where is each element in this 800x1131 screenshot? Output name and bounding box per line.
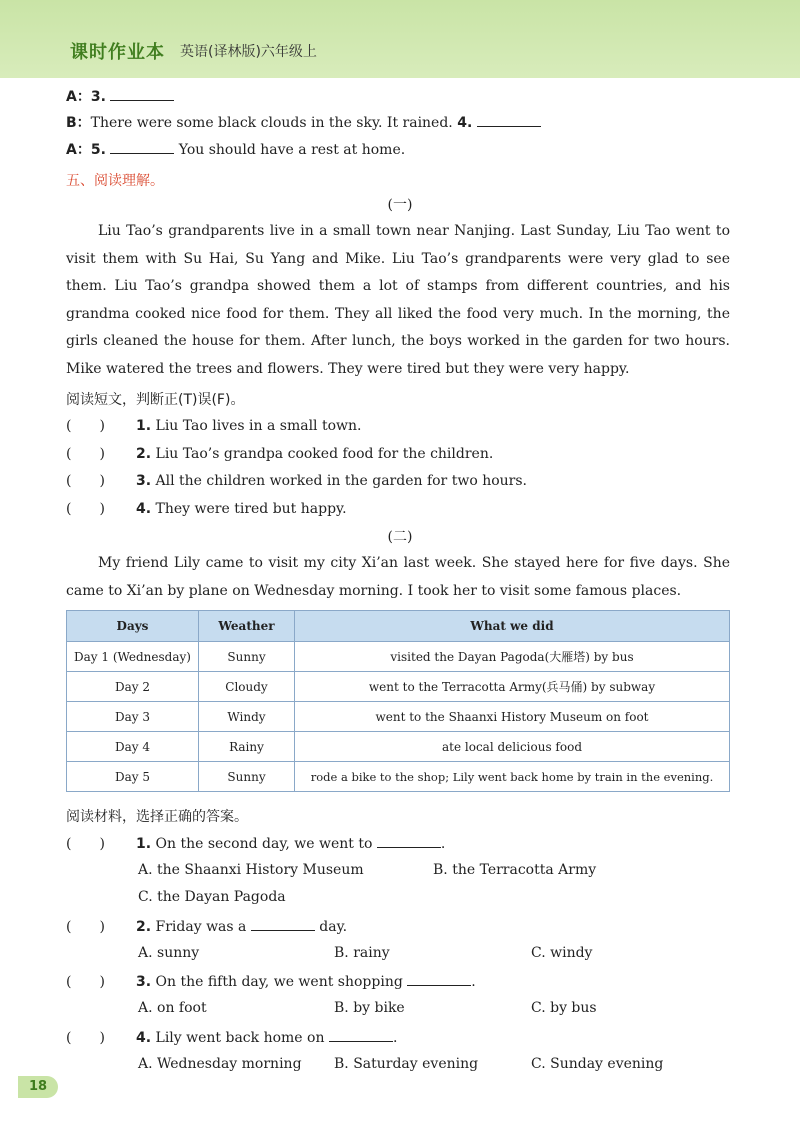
table-cell: Sunny — [199, 762, 295, 792]
option-c[interactable]: C. Sunday evening — [531, 1056, 664, 1072]
question-number: 2. — [136, 446, 152, 462]
question-number: 4. — [457, 115, 473, 131]
answer-parentheses[interactable]: ( ) — [66, 836, 105, 852]
answer-blank[interactable] — [110, 140, 174, 154]
schedule-table — [66, 610, 730, 792]
series-title: 课时作业本 — [70, 42, 165, 63]
table-row — [67, 732, 730, 762]
speaker: A： — [66, 89, 91, 105]
table-cell: Day 5 — [67, 762, 199, 792]
answer-blank[interactable] — [477, 113, 541, 127]
question-number: 3. — [136, 974, 152, 990]
table-cell: Windy — [199, 702, 295, 732]
statement-text: Liu Tao’s grandpa cooked food for the children. — [155, 446, 494, 462]
table-cell: rode a bike to the shop; Lily went back home by train in the evening. — [295, 762, 730, 792]
table-cell: Cloudy — [199, 672, 295, 702]
table-cell: Day 3 — [67, 702, 199, 732]
option-b[interactable]: B. the Terracotta Army — [433, 862, 597, 878]
table-row — [67, 642, 730, 672]
table-cell: went to the Terracotta Army(兵马俑) by subway — [295, 672, 730, 702]
answer-blank[interactable] — [377, 834, 441, 848]
instruction: 阅读材料，选择正确的答案。 — [66, 809, 248, 825]
column-header: Weather — [199, 611, 295, 642]
table-cell: Day 4 — [67, 732, 199, 762]
statement-text: They were tired but happy. — [155, 501, 347, 517]
dialogue-line — [66, 87, 174, 106]
question-number: 3. — [90, 89, 106, 105]
option-a[interactable]: A. Wednesday morning — [138, 1056, 302, 1072]
dialogue-line — [66, 140, 405, 159]
page-number: 18 — [18, 1076, 58, 1098]
table-cell: Sunny — [199, 642, 295, 672]
column-header: Days — [67, 611, 199, 642]
tf-item — [66, 500, 347, 518]
table-cell: Rainy — [199, 732, 295, 762]
option-c[interactable]: C. by bus — [531, 1000, 597, 1016]
dialogue-text: You should have a rest at home. — [174, 142, 406, 158]
instruction: 阅读短文，判断正(T)误(F)。 — [66, 392, 245, 408]
question-text: Lily went back home on — [155, 1030, 329, 1046]
option-b[interactable]: B. by bike — [334, 1000, 405, 1016]
answer-parentheses[interactable]: ( ) — [66, 1030, 105, 1046]
answer-parentheses[interactable]: ( ) — [66, 974, 105, 990]
answer-parentheses[interactable]: ( ) — [66, 501, 105, 517]
answer-blank[interactable] — [110, 87, 174, 101]
table-cell: Day 1 (Wednesday) — [67, 642, 199, 672]
answer-blank[interactable] — [407, 972, 471, 986]
option-b[interactable]: B. rainy — [334, 945, 390, 961]
answer-parentheses[interactable]: ( ) — [66, 473, 105, 489]
question-text: Friday was a — [155, 919, 251, 935]
answer-parentheses[interactable]: ( ) — [66, 919, 105, 935]
question-number: 5. — [90, 142, 106, 158]
passage-text: Liu Tao’s grandparents live in a small town near Nanjing. Last Sunday, Liu Tao went to visit them with Su Hai, Su Yang and Mike. Liu Tao’s grandparents were very glad to see them. Liu Tao’s grandpa showed them a lot of stamps from different countries, and his grandma cooked nice food for them. They all liked the food very much. In the morning, the girls cleaned the house for them. After lunch, the boys worked in the garden for two hours. Mike watered the trees and flowers. They were tired but they were very happy. — [66, 223, 730, 377]
question-text: day. — [314, 919, 348, 935]
mc-question — [66, 972, 476, 991]
question-text: . — [440, 836, 446, 852]
tf-item — [66, 417, 361, 435]
table-row — [67, 762, 730, 792]
question-text: . — [392, 1030, 398, 1046]
passage-text: My friend Lily came to visit my city Xi’an last week. She stayed here for five days. She came to Xi’an by plane on Wednesday morning. I took her to visit some famous places. — [66, 555, 730, 599]
answer-parentheses[interactable]: ( ) — [66, 446, 105, 462]
question-text: . — [471, 974, 476, 990]
dialogue-text: There were some black clouds in the sky. It rained. — [90, 115, 458, 131]
table-cell: visited the Dayan Pagoda(大雁塔) by bus — [295, 642, 730, 672]
dialogue-line — [66, 113, 541, 132]
table-cell: ate local delicious food — [295, 732, 730, 762]
column-header: What we did — [295, 611, 730, 642]
question-number: 4. — [136, 501, 152, 517]
option-a[interactable]: A. the Shaanxi History Museum — [138, 862, 364, 878]
table-row — [67, 702, 730, 732]
tf-item — [66, 445, 493, 463]
mc-question — [66, 834, 445, 853]
option-a[interactable]: A. sunny — [138, 945, 200, 961]
table-cell: went to the Shaanxi History Museum on foot — [295, 702, 730, 732]
speaker: B： — [66, 115, 91, 131]
question-text: On the fifth day, we went shopping — [155, 974, 408, 990]
question-text: On the second day, we went to — [155, 836, 377, 852]
passage-label: (二) — [387, 529, 413, 545]
table-header-row — [67, 611, 730, 642]
section-title: 五、阅读理解。 — [66, 173, 164, 189]
statement-text: Liu Tao lives in a small town. — [155, 418, 362, 434]
answer-parentheses[interactable]: ( ) — [66, 418, 105, 434]
question-number: 1. — [136, 418, 152, 434]
mc-question — [66, 1028, 397, 1047]
passage-label: (一) — [387, 197, 413, 213]
option-c[interactable]: C. windy — [531, 945, 593, 961]
book-title: 英语(译林版)六年级上 — [180, 44, 317, 60]
question-number: 1. — [136, 836, 152, 852]
mc-question — [66, 917, 347, 936]
option-b[interactable]: B. Saturday evening — [334, 1056, 479, 1072]
option-c[interactable]: C. the Dayan Pagoda — [138, 889, 286, 905]
table-row — [67, 672, 730, 702]
answer-blank[interactable] — [251, 917, 315, 931]
option-a[interactable]: A. on foot — [138, 1000, 207, 1016]
table-cell: Day 2 — [67, 672, 199, 702]
question-number: 3. — [136, 473, 152, 489]
question-number: 4. — [136, 1030, 152, 1046]
page-header — [0, 0, 800, 78]
statement-text: All the children worked in the garden for two hours. — [155, 473, 527, 489]
tf-item — [66, 472, 527, 490]
speaker: A： — [66, 142, 91, 158]
question-number: 2. — [136, 919, 152, 935]
answer-blank[interactable] — [329, 1028, 393, 1042]
